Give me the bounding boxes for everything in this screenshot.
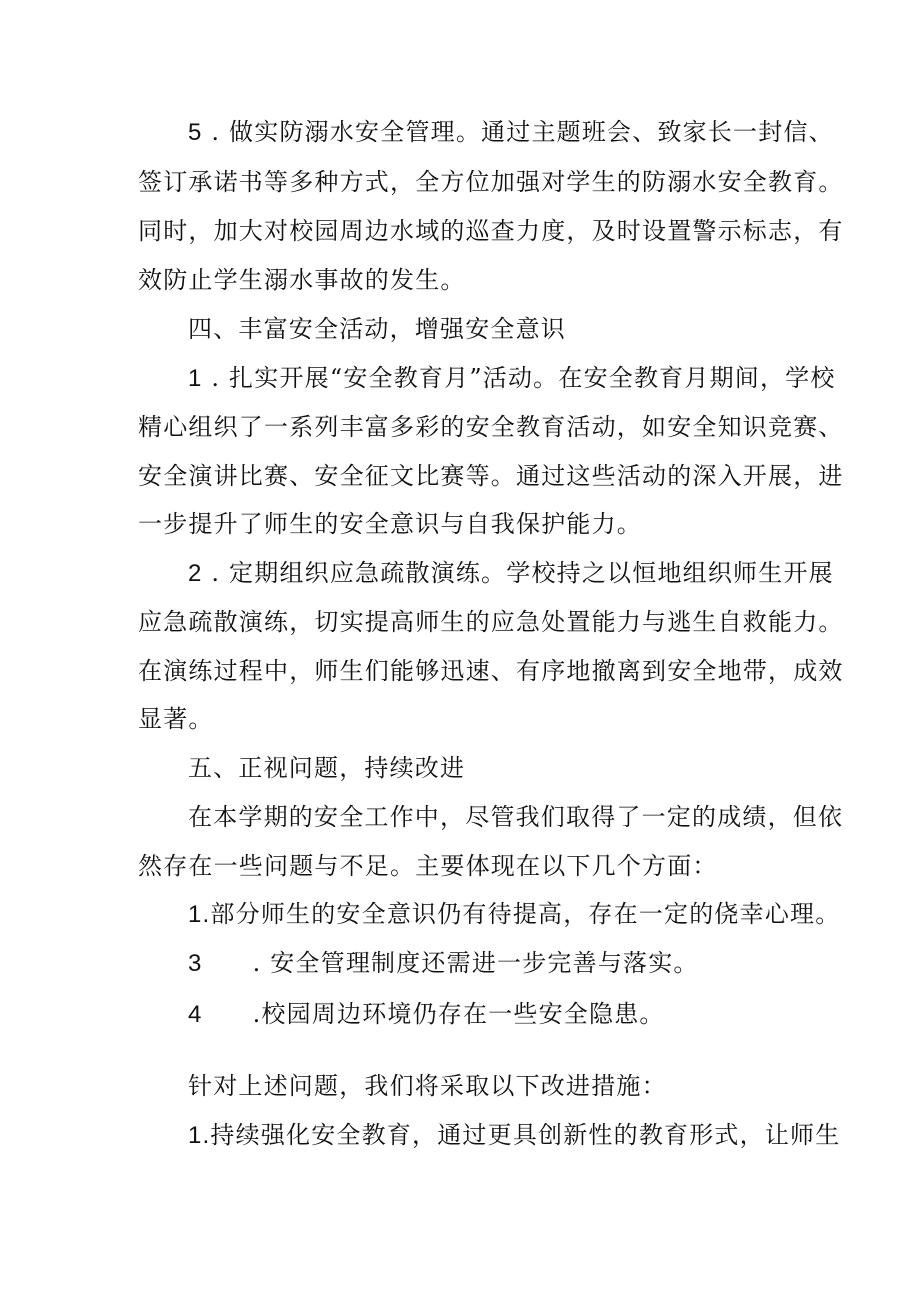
issue-item-3: 3 . 安全管理制度还需进一步完善与落实。 (188, 949, 699, 977)
paragraph-problems-line-1: 在本学期的安全工作中，尽管我们取得了一定的成绩，但依 (188, 803, 844, 831)
paragraph-safety-month-line-2: 精心组织了一系列丰富多彩的安全教育活动，如安全知识竞赛、 (138, 413, 844, 441)
paragraph-evacuation-line-2: 应急疏散演练，切实提高师生的应急处置能力与逃生自救能力。 (138, 608, 844, 636)
paragraph-evacuation-line-4: 显著。 (138, 705, 214, 733)
paragraph-evacuation-line-3: 在演练过程中，师生们能够迅速、有序地撤离到安全地带，成效 (138, 657, 844, 685)
issue-item-1: 1.部分师生的安全意识仍有待提高，存在一定的侥幸心理。 (188, 900, 841, 928)
issue-item-4: 4 .校园周边环境仍存在一些安全隐患。 (188, 1000, 665, 1028)
section-heading-five: 五、正视问题，持续改进 (188, 754, 466, 782)
paragraph-safety-month-line-1: 1 . 扎实开展“安全教育月”活动。在安全教育月期间，学校 (188, 364, 836, 392)
paragraph-safety-month-line-4: 一步提升了师生的安全意识与自我保护能力。 (138, 510, 642, 538)
section-heading-four: 四、丰富安全活动，增强安全意识 (188, 315, 566, 343)
list-number: 1. (188, 901, 211, 928)
paragraph-problems-line-2: 然存在一些问题与不足。主要体现在以下几个方面： (138, 852, 718, 880)
paragraph-safety-month-line-3: 安全演讲比赛、安全征文比赛等。通过这些活动的深入开展，进 (138, 462, 844, 490)
list-number: 4 (188, 1001, 203, 1028)
measure-item-1: 1.持续强化安全教育，通过更具创新性的教育形式，让师生 (188, 1121, 841, 1149)
list-number: 3 (188, 950, 203, 977)
list-number: 1. (188, 1122, 211, 1149)
list-number: 2 (188, 560, 203, 587)
paragraph-drowning-line-1: 5 . 做实防溺水安全管理。通过主题班会、致家长一封信、 (188, 118, 834, 146)
paragraph-drowning-line-3: 同时，加大对校园周边水域的巡查力度，及时设置警示标志，有 (138, 217, 844, 245)
paragraph-drowning-line-4: 效防止学生溺水事故的发生。 (138, 266, 466, 294)
measures-intro: 针对上述问题，我们将采取以下改进措施： (188, 1072, 667, 1100)
list-number: 1 (188, 365, 203, 392)
paragraph-evacuation-line-1: 2 . 定期组织应急疏散演练。学校持之以恒地组织师生开展 (188, 559, 834, 587)
list-number: 5 (188, 119, 203, 146)
paragraph-drowning-line-2: 签订承诺书等多种方式，全方位加强对学生的防溺水安全教育。 (138, 168, 844, 196)
